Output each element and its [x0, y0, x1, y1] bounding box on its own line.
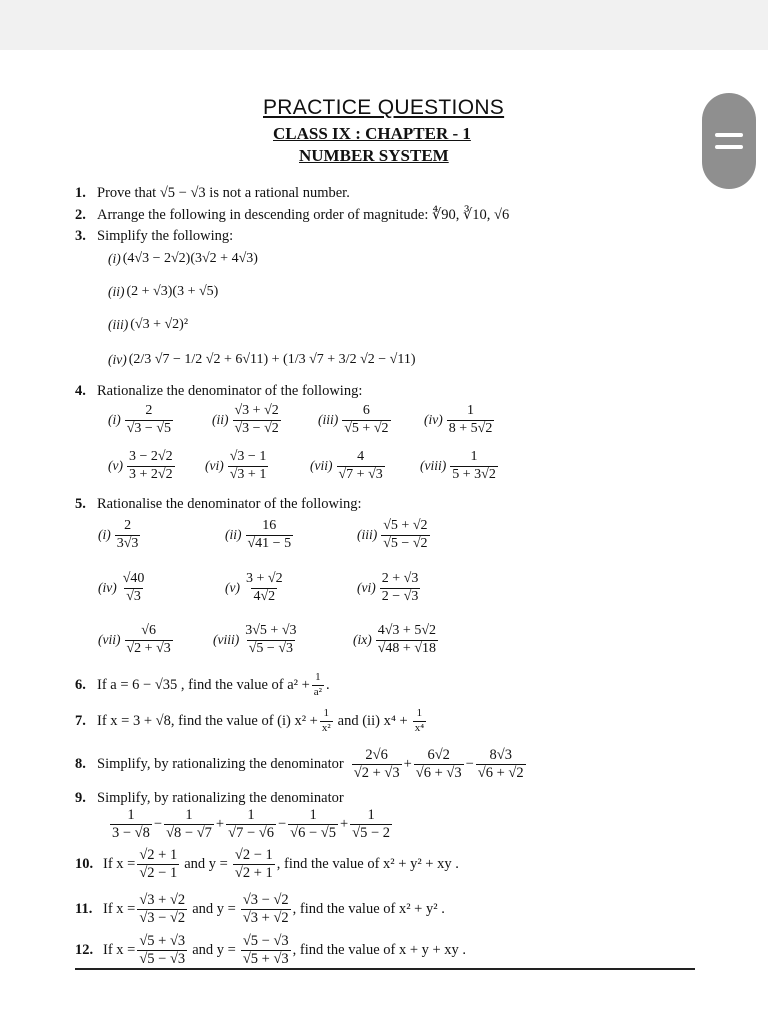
question-6: 6. If a = 6 − √35 , find the value of a² + $\frac{1}{\text{a²}}$ . — [75, 671, 330, 698]
question-5: 5. Rationalise the denominator of the following: — [75, 496, 362, 512]
question-8: 8. Simplify, by rationalizing the denominator $\frac{2√6}{√2 + √3}$ + $\frac{6√2}{√6 + √3}$ − $\frac{8√3}{√6 + √2}$ — [75, 747, 524, 782]
q5-item: (iv) $\frac{√40}{√3}$ — [98, 571, 145, 604]
q5-item: (viii) $\frac{3√5 + √3}{√5 - √3}$ — [213, 623, 297, 656]
q3-item: (i) (4√3 − 2√2)(3√2 + 4√3) — [108, 251, 258, 266]
question-11: 11. If x = $\frac{√3 + √2}{√3 - √2}$ and y = $\frac{√3 - √2}{√3 + √2}$ , find the value of x² + y² . — [75, 892, 445, 927]
handle-grip-icon — [715, 145, 743, 149]
q4-item: (iv) $\frac{1}{8 + 5√2}$ — [424, 403, 493, 436]
question-12: 12. If x = $\frac{√5 + √3}{√5 - √3}$ and y = $\frac{√5 - √3}{√5 + √3}$ , find the value of x + y + xy . — [75, 933, 467, 968]
page-title: PRACTICE QUESTIONS — [263, 96, 505, 119]
handle-grip-icon — [715, 133, 743, 137]
question-10: 10. If x = $\frac{√2 + 1}{√2 - 1}$ and y = $\frac{√2 - 1}{√2 + 1}$ , find the value of x² + y² + xy . — [75, 847, 459, 882]
q3-item: (iii) (√3 + √2)² — [108, 317, 189, 332]
chapter-heading: NUMBER SYSTEM — [299, 146, 449, 165]
q5-item: (iii) $\frac{√5 + √2}{√5 - √2}$ — [357, 518, 428, 551]
q4-item: (i) $\frac{2}{√3 - √5}$ — [108, 403, 172, 436]
question-2: 2. Arrange the following in descending order of magnitude: ∜90, ∛10, √6 — [75, 207, 510, 223]
q3-item: (ii) (2 + √3)(3 + √5) — [108, 284, 219, 299]
q5-item: (v) $\frac{3 + √2}{4√2}$ — [225, 571, 283, 604]
question-7: 7. If x = 3 + √8, find the value of (i) x² + $\frac{1}{\text{x²}}$ and (ii) x⁴ + $\frac{1}{\text{x⁴}}$ — [75, 707, 425, 734]
q9-expression: $\frac{1}{3 - √8}$ − $\frac{1}{√8 - √7}$ + $\frac{1}{√7 - √6}$ − $\frac{1}{√6 - √5}$ + $\frac{1}{√5 - 2}$ — [112, 807, 391, 842]
q4-item: (iii) $\frac{6}{√5 + √2}$ — [318, 403, 389, 436]
question-1: 1. Prove that √5 − √3 is not a rational number. — [75, 185, 350, 201]
bottom-rule — [75, 968, 695, 970]
q5-item: (i) $\frac{2}{3√3}$ — [98, 518, 139, 551]
q3-item: (iv) (2/3 √7 − 1/2 √2 + 6√11) + (1/3 √7 + 3/2 √2 − √11) — [108, 352, 416, 367]
q4-item: (vi) $\frac{√3 - 1}{√3 + 1}$ — [205, 449, 267, 482]
q5-item: (ii) $\frac{16}{√41 - 5}$ — [225, 518, 292, 551]
question-9: 9. Simplify, by rationalizing the denominator — [75, 790, 344, 806]
q4-item: (ii) $\frac{√3 + √2}{√3 - √2}$ — [212, 403, 279, 436]
question-3: 3. Simplify the following: — [75, 228, 234, 244]
q5-item: (vi) $\frac{2 + √3}{2 - √3}$ — [357, 571, 419, 604]
q4-item: (viii) $\frac{1}{5 + 3√2}$ — [420, 449, 496, 482]
q5-item: (ix) $\frac{4√3 + 5√2}{√48 + √18}$ — [353, 623, 436, 656]
q5-item: (vii) $\frac{√6}{√2 + √3}$ — [98, 623, 171, 656]
q4-item: (vii) $\frac{4}{√7 + √3}$ — [310, 449, 383, 482]
q4-item: (v) $\frac{3 - 2√2}{3 + 2√2}$ — [108, 449, 173, 482]
class-heading: CLASS IX : CHAPTER - 1 — [273, 124, 471, 143]
scroll-handle[interactable] — [702, 93, 756, 189]
question-4: 4. Rationalize the denominator of the following: — [75, 383, 363, 399]
